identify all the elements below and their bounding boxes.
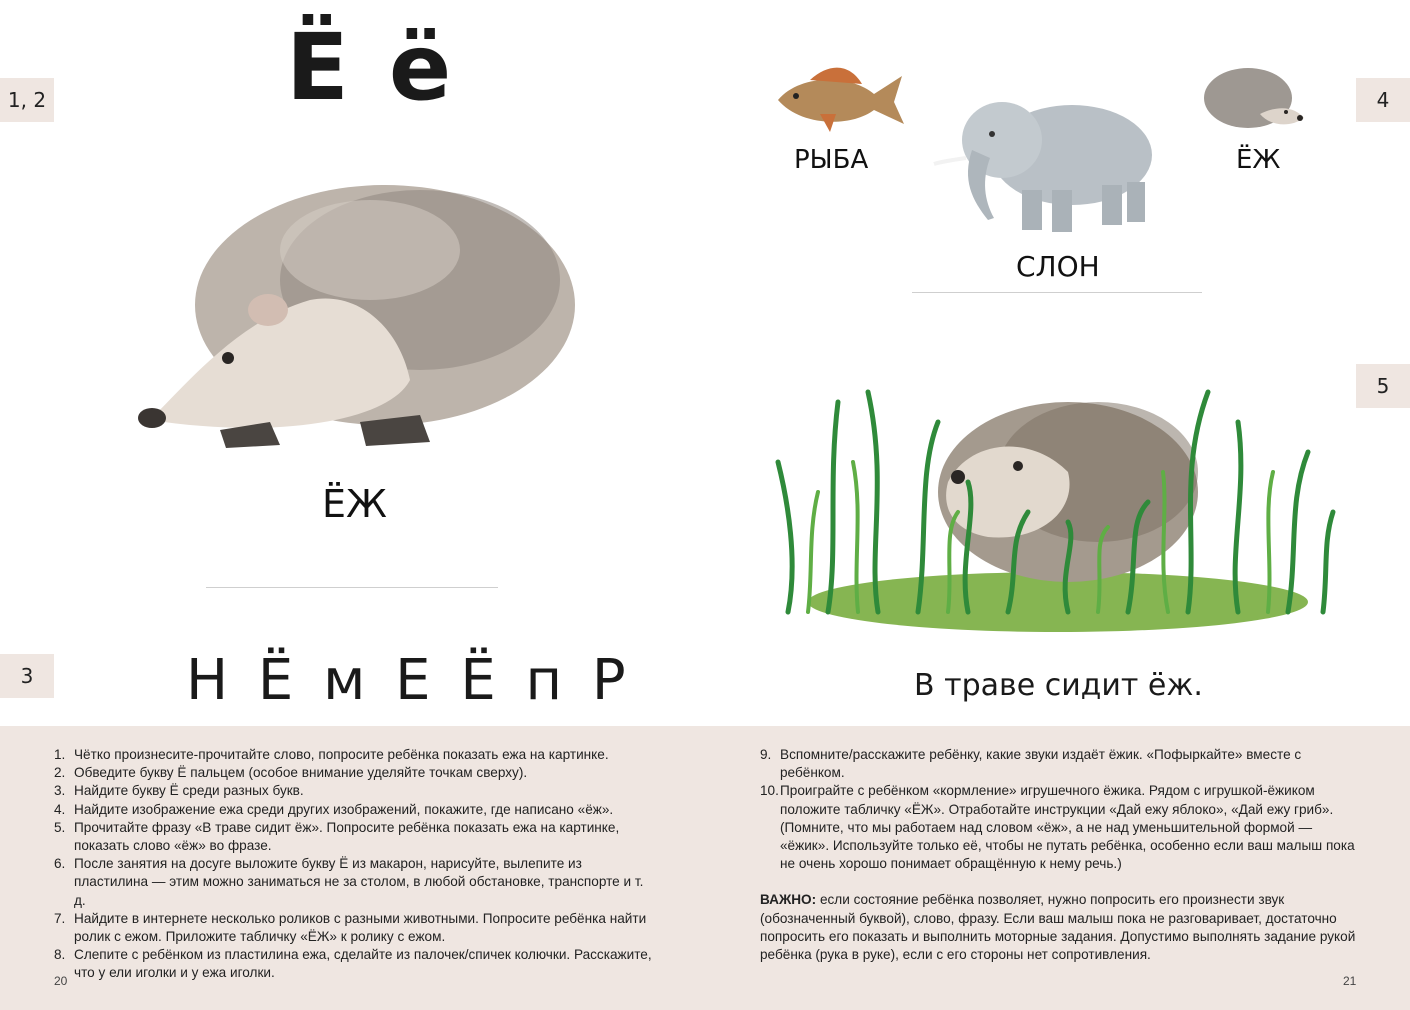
small-hedgehog-illustration [1200, 64, 1310, 134]
instruction-text: Вспомните/расскажите ребёнку, какие звуки издаёт ёжик. «Пофыркайте» вместе с ребёнком. [780, 747, 1302, 781]
page-number-left: 20 [54, 974, 68, 988]
instruction-text: Слепите с ребёнком из пластилина ежа, сделайте из палочек/спичек колючки. Расскажите, что у ели иголки и у ежа иголки. [74, 947, 652, 981]
instructions-list-left [54, 746, 654, 983]
instruction-item [54, 819, 654, 855]
instruction-text: Найдите букву Ё среди разных букв. [74, 783, 304, 799]
instruction-number: 1. [54, 747, 66, 762]
instruction-number: 9. [760, 747, 772, 762]
exercise-tab-3: 3 [0, 654, 54, 698]
instruction-item [760, 782, 1360, 873]
instruction-item [54, 855, 654, 910]
instruction-number: 10. [760, 783, 779, 799]
instructions-list-right [760, 746, 1360, 873]
important-label: ВАЖНО: [760, 892, 817, 908]
instruction-item [54, 946, 654, 982]
elephant-illustration [932, 90, 1172, 240]
fish-label: РЫБА [794, 145, 869, 175]
small-hedgehog-label: ЁЖ [1236, 145, 1281, 175]
instruction-item [54, 910, 654, 946]
instruction-item [54, 801, 654, 819]
right-divider [912, 292, 1202, 293]
instruction-text: Чётко произнесите-прочитайте слово, попросите ребёнка показать ежа на картинке. [74, 747, 609, 762]
instruction-number: 2. [54, 765, 66, 781]
instruction-text: Найдите в интернете несколько роликов с разными животными. Попросите ребёнка найти ролик с ежом. Приложите табличку «ЁЖ» к ролику с ежом. [74, 910, 647, 945]
instructions-panel [0, 726, 1410, 1010]
instruction-number: 3. [54, 783, 66, 799]
instruction-number: 5. [54, 819, 66, 835]
important-text: если состояние ребёнка позволяет, нужно попросить его произнести звук (обозначенный буквой), слово, фразу. Если ваш малыш пока не разговаривает, достаточно попросить его показать и выполнить моторные задания. Допустимо выполнять задание рукой ребёнка (рука в руке), если с его стороны нет сопротивления. [760, 892, 1356, 963]
letter-heading: Ё ё [286, 14, 456, 121]
sentence: В траве сидит ёж. [914, 668, 1203, 703]
instruction-text: Прочитайте фразу «В траве сидит ёж». Попросите ребёнка показать ежа на картинке, показать слово «ёж» во фразе. [74, 819, 620, 854]
instruction-text: После занятия на досуге выложите букву Ё из макарон, нарисуйте, вылепите из пластилина — этим можно заниматься не за столом, в любой обстановке, транспорте и т. д. [74, 856, 644, 908]
important-note [760, 891, 1360, 964]
instruction-number: 6. [54, 856, 66, 872]
instruction-text: Найдите изображение ежа среди других изображений, покажите, где написано «ёж». [74, 801, 614, 817]
instructions-right-column [760, 746, 1360, 964]
instruction-text: Обведите букву Ё пальцем (особое внимание уделяйте точкам сверху). [74, 765, 528, 781]
elephant-label: СЛОН [1016, 250, 1100, 283]
instruction-item [760, 746, 1360, 782]
instruction-number: 4. [54, 801, 66, 817]
fish-illustration [770, 58, 910, 138]
divider [206, 587, 498, 588]
instruction-item [54, 746, 654, 764]
exercise-tab-1-2: 1, 2 [0, 78, 54, 122]
instruction-number: 7. [54, 910, 66, 926]
exercise-tab-5: 5 [1356, 364, 1410, 408]
page-number-right: 21 [1343, 974, 1357, 988]
hedgehog-in-grass-illustration [768, 362, 1338, 632]
instruction-text: Проиграйте с ребёнком «кормление» игрушечного ёжика. Рядом с игрушкой-ёжиком положите табличку «ЁЖ». Отработайте инструкции «Дай ежу яблоко», «Дай ежу гриб». (Помните, что мы работаем над словом «ёж», а не над уменьшительной формой — «ёжик». Используйте только её, чтобы не путать ребёнка, особенно если ваш малыш пока не очень хорошо понимает обращённую к нему речь.) [780, 783, 1355, 872]
instruction-number: 8. [54, 947, 66, 963]
letter-row: Н Ё м Е Ё п Р [186, 648, 632, 713]
main-word-label: ЁЖ [322, 482, 387, 526]
instruction-item [54, 764, 654, 782]
exercise-tab-4: 4 [1356, 78, 1410, 122]
instruction-item [54, 782, 654, 800]
instructions-left-column [54, 746, 654, 983]
hedgehog-illustration [130, 160, 590, 460]
